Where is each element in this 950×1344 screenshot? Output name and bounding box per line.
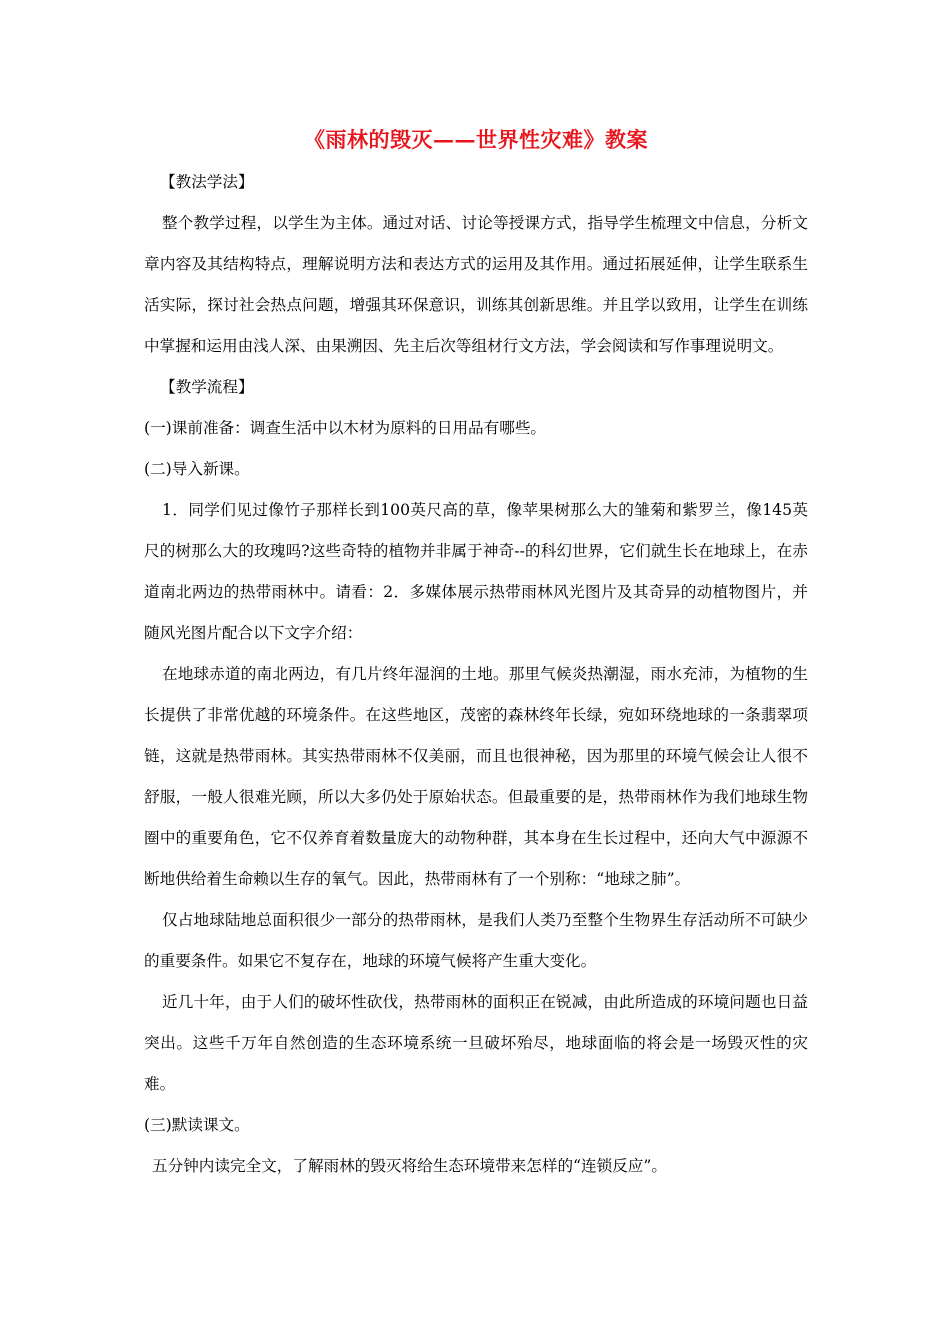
section-heading-methods: 【教法学法】 — [160, 173, 254, 191]
methods-paragraph: 整个教学过程，以学生为主体。通过对话、讨论等授课方式，指导学生梳理文中信息，分析文章内容及其结构特点，理解说明方法和表达方式的运用及其作用。通过拓展延伸，让学生联系生活实际，探讨社会热点问题，增强其环保意识，训练其创新思维。并且学以致用，让学生在训练中掌握和运用由浅人深、由果溯因、先主后次等组材行文方法，学会阅读和写作事理说明文。 — [144, 214, 808, 355]
step-one: (一)课前准备：调查生活中以木材为原料的日用品有哪些。 — [144, 419, 547, 437]
step-two-paragraph: 1．同学们见过像竹子那样长到100英尺高的草，像苹果树那么大的雏菊和紫罗兰，像145英尺的树那么大的玫瑰吗?这些奇特的植物并非属于神奇--的科幻世界，它们就生长在地球上，在赤道南北两边的热带雨林中。请看：2．多媒体展示热带雨林风光图片及其奇异的动植物图片，并随风光图片配合以下文字介绍： — [144, 501, 808, 642]
intro-paragraph-2: 仅占地球陆地总面积很少一部分的热带雨林，是我们人类乃至整个生物界生存活动所不可缺少的重要条件。如果它不复存在，地球的环境气候将产生重大变化。 — [144, 911, 808, 970]
section-heading-process: 【教学流程】 — [160, 378, 254, 396]
intro-paragraph-3: 近几十年，由于人们的破坏性砍伐，热带雨林的面积正在锐减，由此所造成的环境问题也日益突出。这些千万年自然创造的生态环境系统一旦破坏殆尽，地球面临的将会是一场毁灭性的灾难。 — [144, 993, 808, 1093]
step-two: (二)导入新课。 — [144, 460, 250, 478]
step-three-paragraph: 五分钟内读完全文，了解雨林的毁灭将给生态环境带来怎样的“连锁反应”。 — [152, 1157, 667, 1175]
step-three: (三)默读课文。 — [144, 1116, 250, 1134]
intro-paragraph-1: 在地球赤道的南北两边，有几片终年湿润的土地。那里气候炎热潮湿，雨水充沛，为植物的生长提供了非常优越的环境条件。在这些地区，茂密的森林终年长绿，宛如环绕地球的一条翡翠项链，这就是热带雨林。其实热带雨林不仅美丽，而且也很神秘，因为那里的环境气候会让人很不舒服，一般人很难光顾，所以大多仍处于原始状态。但最重要的是，热带雨林作为我们地球生物圈中的重要角色，它不仅养育着数量庞大的动物种群，其本身在生长过程中，还向大气中源源不断地供给着生命赖以生存的氧气。因此，热带雨林有了一个别称：“地球之肺”。 — [144, 665, 808, 888]
document-body — [144, 162, 808, 1187]
document-title: 《雨林的毁灭——世界性灾难》教案 — [304, 127, 648, 152]
